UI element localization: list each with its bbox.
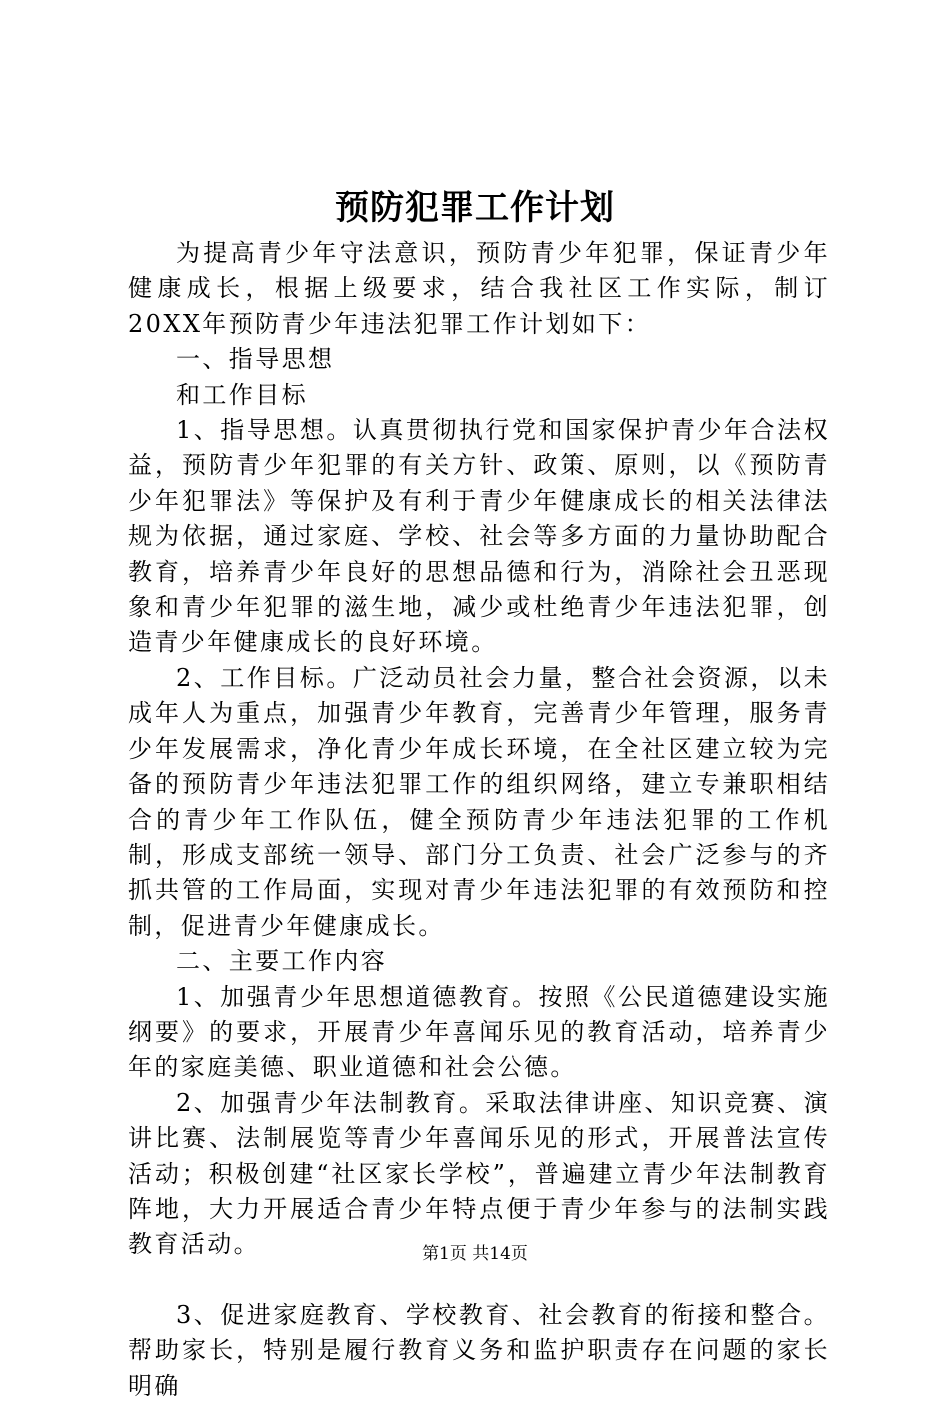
- paragraph-work-goals: 2、工作目标。广泛动员社会力量，整合社会资源，以未成年人为重点，加强青少年教育，完善青少年管理，服务青少年发展需求，净化青少年成长环境，在全社区建立较为完备的预防青少年违法犯罪工作的组织网络，建立专兼职相结合的青少年工作队伍，健全预防青少年违法犯罪的工作机制，形成支部统一领导、部门分工负责、社会广泛参与的齐抓共管的工作局面，实现对青少年违法犯罪的有效预防和控制，促进青少年健康成长。: [128, 663, 830, 940]
- document-title: 预防犯罪工作计划: [335, 188, 615, 228]
- paragraph-education-integration: 3、促进家庭教育、学校教育、社会教育的衔接和整合。帮助家长，特别是履行教育义务和监护职责存在问题的家长明确: [128, 1300, 830, 1400]
- paragraph-guiding-thought: 1、指导思想。认真贯彻执行党和国家保护青少年合法权益，预防青少年犯罪的有关方针、政策、原则，以《预防青少年犯罪法》等保护及有利于青少年健康成长的相关法律法规为依据，通过家庭、学校、社会等多方面的力量协助配合教育，培养青少年良好的思想品德和行为，消除社会丑恶现象和青少年犯罪的滋生地，减少或杜绝青少年违法犯罪，创造青少年健康成长的良好环境。: [128, 416, 830, 657]
- section-heading-guiding-thought: 一、指导思想: [176, 345, 335, 374]
- intro-paragraph: 为提高青少年守法意识，预防青少年犯罪，保证青少年健康成长，根据上级要求，结合我社区工作实际，制订20XX年预防青少年违法犯罪工作计划如下：: [128, 239, 830, 338]
- paragraph-moral-education: 1、加强青少年思想道德教育。按照《公民道德建设实施纲要》的要求，开展青少年喜闻乐见的教育活动，培养青少年的家庭美德、职业道德和社会公德。: [128, 982, 830, 1082]
- page-footer: 第1页 共14页: [422, 1244, 528, 1264]
- paragraph-legal-education: 2、加强青少年法制教育。采取法律讲座、知识竞赛、演讲比赛、法制展览等青少年喜闻乐见的形式，开展普法宣传活动；积极创建“社区家长学校”，普遍建立青少年法制教育阵地，大力开展适合青少年特点便于青少年参与的法制实践教育活动。: [128, 1088, 830, 1259]
- section-heading-work-goals: 和工作目标: [176, 380, 308, 409]
- section-heading-main-work: 二、主要工作内容: [176, 947, 388, 976]
- document-body: [128, 236, 830, 1404]
